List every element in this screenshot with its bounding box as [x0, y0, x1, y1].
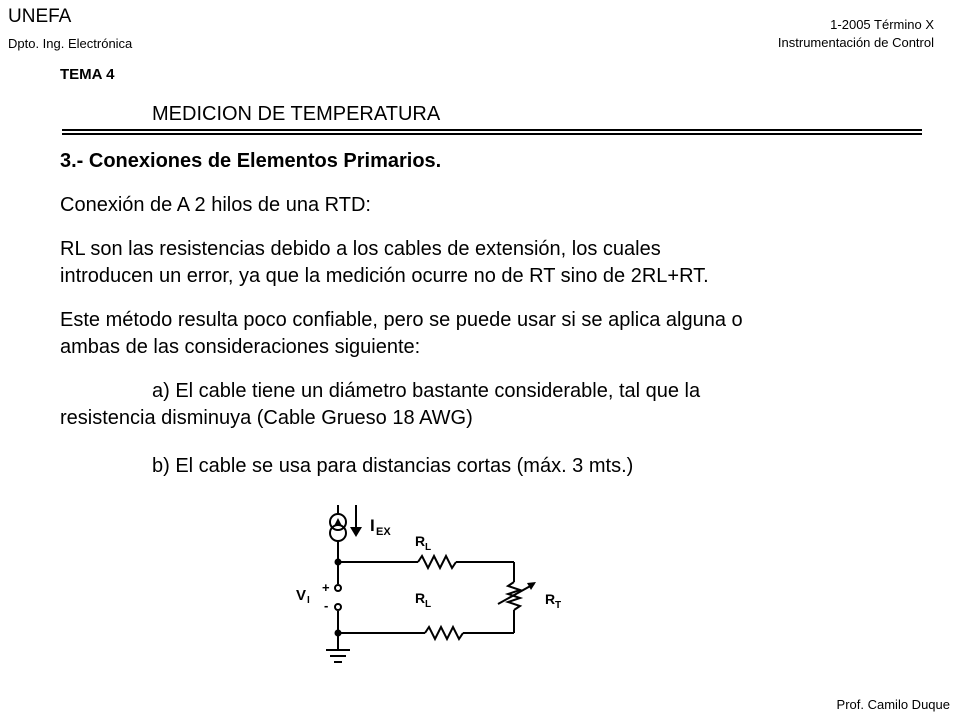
method-paragraph-line2: ambas de las consideraciones siguiente:: [60, 336, 421, 358]
rl-bottom-label-sub: L: [425, 599, 432, 610]
current-arrow-head: [350, 527, 362, 537]
plus-terminal: [335, 585, 341, 591]
minus-sign: -: [324, 598, 329, 613]
rt-variable-arrow: [498, 584, 534, 604]
item-a-line1: a) El cable tiene un diámetro bastante considerable, tal que la: [152, 380, 701, 402]
term-label: 1-2005 Término X: [830, 17, 934, 32]
author-footer: Prof. Camilo Duque: [836, 697, 950, 712]
department-name: Dpto. Ing. Electrónica: [8, 36, 133, 51]
plus-sign: +: [322, 580, 330, 595]
rl-top-resistor: [418, 556, 456, 568]
rl-bottom-resistor: [425, 627, 463, 639]
organization-name: UNEFA: [8, 6, 72, 27]
course-name: Instrumentación de Control: [777, 35, 934, 50]
source-arrow-head: [334, 518, 342, 526]
topic-number: TEMA 4: [60, 66, 115, 83]
item-b: b) El cable se usa para distancias cortas (máx. 3 mts.): [152, 455, 634, 477]
top-node-dot: [335, 559, 342, 566]
rl-top-label-sub: L: [425, 542, 432, 553]
minus-terminal: [335, 604, 341, 610]
item-a-line2: resistencia disminuya (Cable Grueso 18 AWG): [60, 407, 473, 429]
section-heading: 3.- Conexiones de Elementos Primarios.: [60, 150, 442, 172]
current-source-circle-bottom: [330, 525, 346, 541]
rt-label-sub: T: [555, 600, 562, 611]
current-label: I: [370, 516, 375, 535]
subject-title: MEDICION DE TEMPERATURA: [152, 103, 441, 125]
voltage-label: V: [296, 587, 307, 604]
current-label-sub: EX: [376, 526, 391, 538]
rl-paragraph-line1: RL son las resistencias debido a los cables de extensión, los cuales: [60, 238, 661, 260]
rl-paragraph-line2: introducen un error, ya que la medición ocurre no de RT sino de 2RL+RT.: [60, 265, 709, 287]
voltage-label-sub: I: [307, 595, 310, 606]
bottom-node-dot: [335, 630, 342, 637]
method-paragraph-line1: Este método resulta poco confiable, pero se puede usar si se aplica alguna o: [60, 309, 743, 331]
rl-bottom-label: R: [415, 590, 426, 606]
rl-top-label: R: [415, 533, 426, 549]
rt-label: R: [545, 591, 556, 607]
connection-paragraph: Conexión de A 2 hilos de una RTD:: [60, 194, 371, 216]
